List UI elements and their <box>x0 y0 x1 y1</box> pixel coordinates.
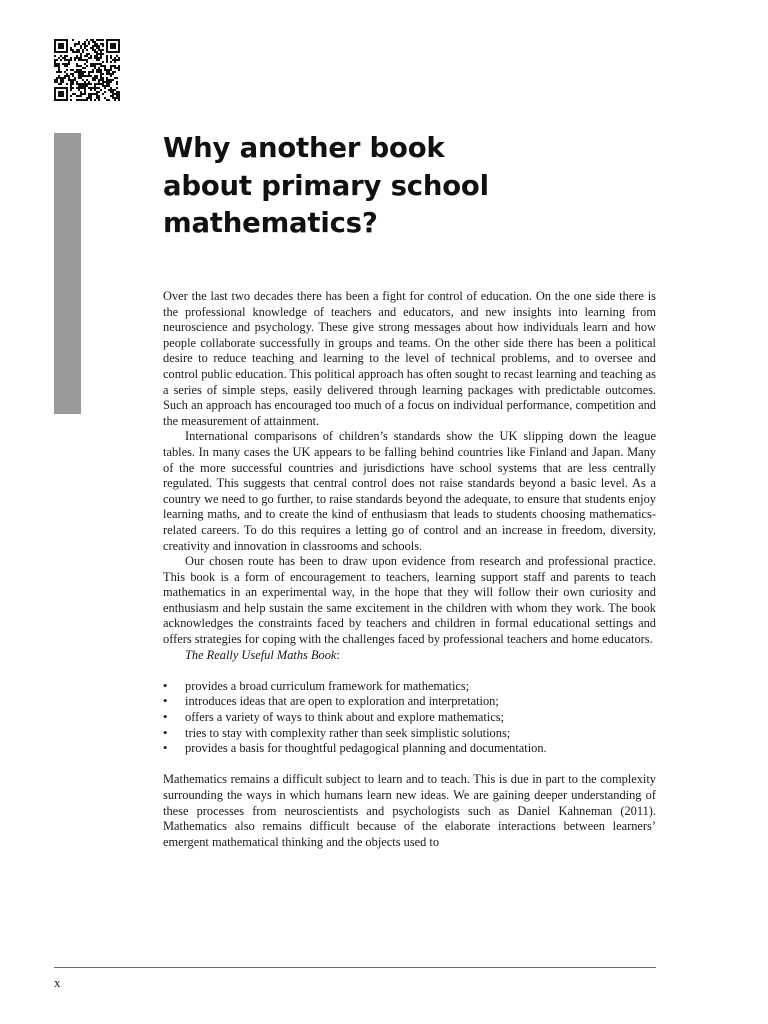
list-item <box>163 679 656 695</box>
list-item-text: introduces ideas that are open to exploration and interpretation; <box>185 694 499 709</box>
page-number: x <box>54 975 61 990</box>
body-paragraph: Our chosen route has been to draw upon evidence from research and professional practice. This book is a form of encouragement to teachers, learning support staff and parents to teach mathematics in an experimental way, in the hope that they will follow their own curiosity and enthusiasm and help sustain the same excitement in the children with whom they work. The book acknowledges the constraints faced by teachers and children in formal educational settings and offers strategies for coping with the challenges faced by professional teachers and home educators. <box>163 554 656 647</box>
book-intro <box>163 648 656 664</box>
qr-code-graphic <box>54 39 120 101</box>
list-item <box>163 694 656 710</box>
bullet-icon: • <box>163 725 168 740</box>
chapter-sidebar-bar <box>54 133 81 414</box>
list-item-text: provides a basis for thoughtful pedagogical planning and documentation. <box>185 741 547 756</box>
list-item <box>163 741 656 757</box>
list-item-text: offers a variety of ways to think about and explore mathematics; <box>185 710 505 725</box>
title-line: mathematics? <box>163 207 378 239</box>
title-line: about primary school <box>163 169 489 202</box>
body-text <box>163 289 656 850</box>
qr-code-icon <box>54 39 120 101</box>
bullet-icon: • <box>163 710 168 725</box>
list-item <box>163 726 656 742</box>
bullet-icon: • <box>163 694 168 709</box>
list-item <box>163 710 656 726</box>
body-paragraph: International comparisons of children’s standards show the UK slipping down the league tables. In many cases the UK appears to be falling behind countries like Finland and Japan. Many of the more successful countries and jurisdictions have school systems that are less centrally regulated. This suggests that central control does not raise standards beyond a basic level. As a country we need to go further, to raise standards beyond the adequate, to ensure that students enjoy learning maths, and to create the kind of enthusiasm that leads to students choosing mathematics-related careers. To do this requires a letting go of control and an increase in freedom, diversity, creativity and innovation in classrooms and schools. <box>163 429 656 553</box>
body-paragraph: Mathematics remains a difficult subject to learn and to teach. This is due in part to the complexity surrounding the ways in which humans learn new ideas. We are gaining deeper understanding of these processes from neuroscientists and psychologists such as Daniel Kahneman (2011). Mathematics also remains difficult because of the elaborate interactions between learners’ emergent mathematical thinking and the objects used to <box>163 772 656 849</box>
list-item-text: tries to stay with complexity rather than seek simplistic solutions; <box>185 725 511 740</box>
feature-list <box>163 679 656 757</box>
title-line: Why another book <box>163 132 445 164</box>
book-title-suffix: : <box>336 647 340 662</box>
footer-rule <box>54 967 656 968</box>
bullet-icon: • <box>163 678 168 693</box>
bullet-icon: • <box>163 741 168 756</box>
page-title <box>163 130 603 243</box>
body-paragraph: Over the last two decades there has been a fight for control of education. On the one side there is the professional knowledge of teachers and educators, and new insights into learning from neuroscience and psychology. These give strong messages about how individuals learn and how people collaborate successfully in groups and teams. On the other side there has been a political desire to reduce teaching and learning to the level of technical problems, and to oversee and control public education. This political approach has often sought to recast learning and teaching as a series of simple steps, easily delivered through learning packages with predictable outcomes. Such an approach has encouraged too much of a focus on individual performance, competition and the measurement of attainment. <box>163 289 656 428</box>
book-title: The Really Useful Maths Book <box>185 647 337 662</box>
list-item-text: provides a broad curriculum framework for mathematics; <box>185 678 470 693</box>
